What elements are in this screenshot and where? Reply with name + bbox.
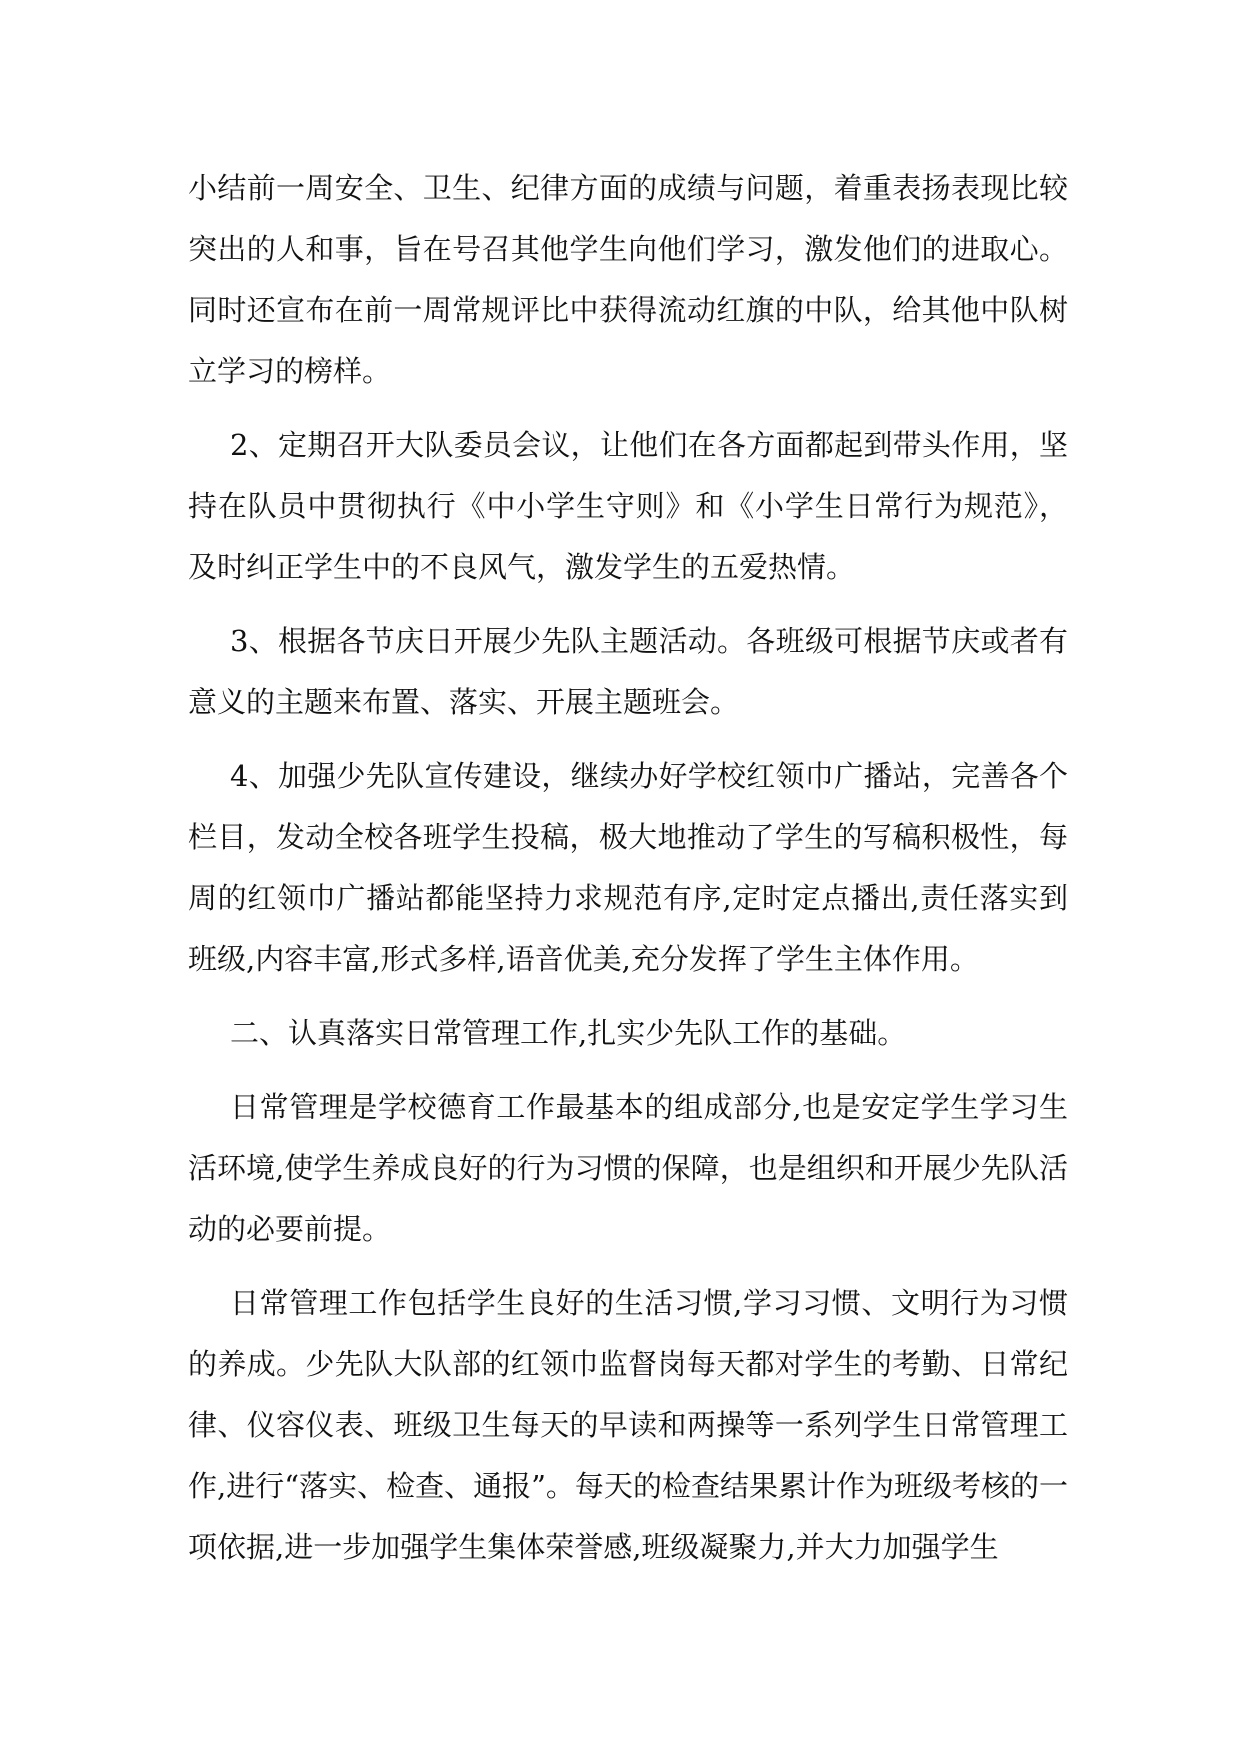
paragraph-3: 3、根据各节庆日开展少先队主题活动。各班级可根据节庆或者有意义的主题来布置、落实、开展主题班会。 — [188, 624, 1068, 719]
document-body — [188, 158, 1068, 1591]
paragraph-4: 4、加强少先队宣传建设，继续办好学校红领巾广播站，完善各个栏目，发动全校各班学生投稿，极大地推动了学生的写稿积极性，每周的红领巾广播站都能坚持力求规范有序,定时定点播出,责任落实到班级,内容丰富,形式多样,语音优美,充分发挥了学生主体作用。 — [188, 759, 1068, 976]
paragraph-6: 日常管理是学校德育工作最基本的组成部分,也是安定学生学习生活环境,使学生养成良好的行为习惯的保障，也是组织和开展少先队活动的必要前提。 — [188, 1090, 1068, 1246]
paragraph-2: 2、定期召开大队委员会议，让他们在各方面都起到带头作用，坚持在队员中贯彻执行《中小学生守则》和《小学生日常行为规范》，及时纠正学生中的不良风气，激发学生的五爱热情。 — [188, 428, 1068, 584]
section-heading: 二、认真落实日常管理工作,扎实少先队工作的基础。 — [230, 1016, 907, 1050]
paragraph-7: 日常管理工作包括学生良好的生活习惯,学习习惯、文明行为习惯的养成。少先队大队部的红领巾监督岗每天都对学生的考勤、日常纪律、仪容仪表、班级卫生每天的早读和两操等一系列学生日常管理工作,进行“落实、检查、通报”。每天的检查结果累计作为班级考核的一项依据,进一步加强学生集体荣誉感,班级凝聚力,并大力加强学生 — [188, 1286, 1068, 1564]
paragraph-1: 小结前一周安全、卫生、纪律方面的成绩与问题，着重表扬表现比较突出的人和事，旨在号召其他学生向他们学习，激发他们的进取心。同时还宣布在前一周常规评比中获得流动红旗的中队，给其他中队树立学习的榜样。 — [188, 171, 1068, 388]
